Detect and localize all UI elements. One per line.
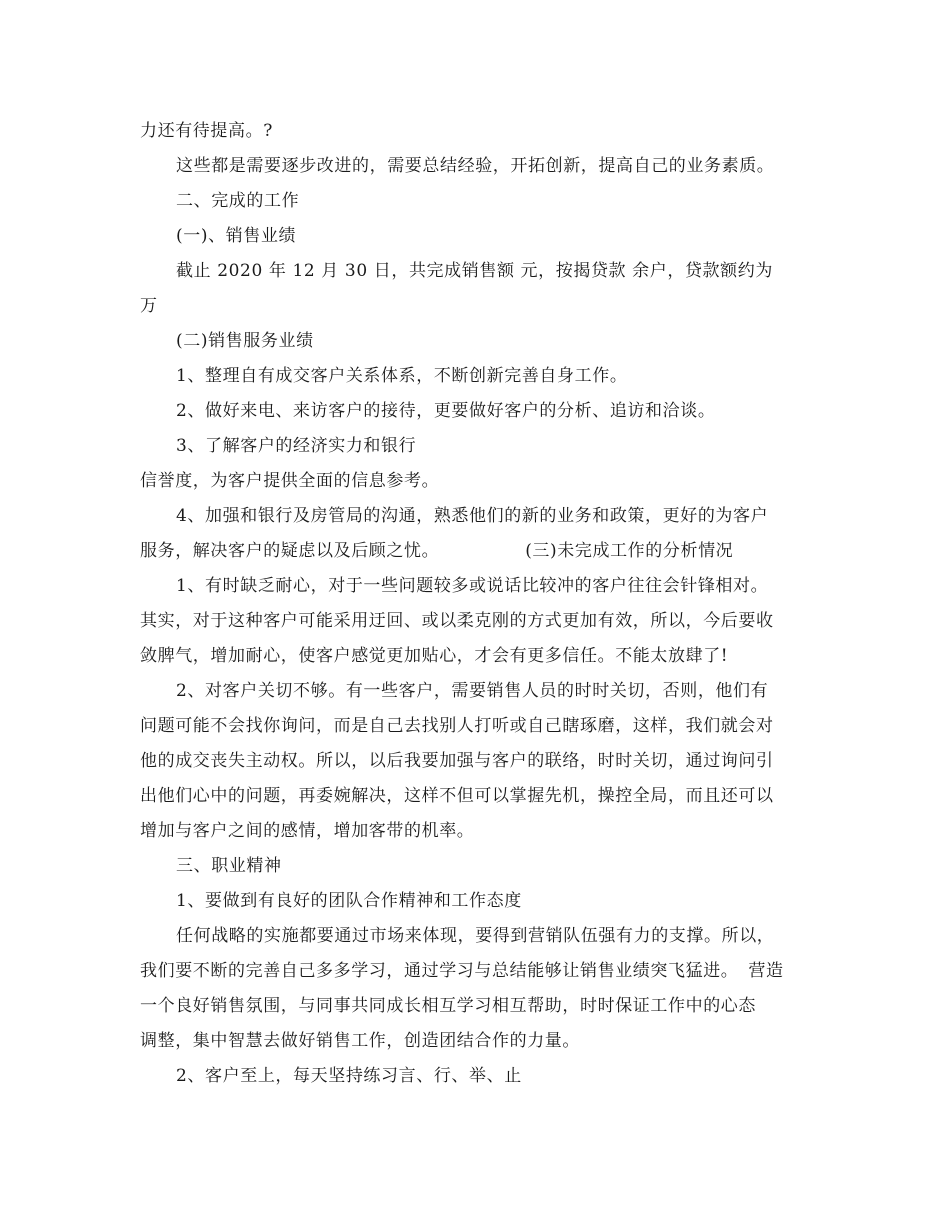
list-item: 4、加强和银行及房管局的沟通，熟悉他们的新的业务和政策，更好的为客户 — [176, 506, 769, 526]
subsection-heading: (一)、销售业绩 — [176, 226, 297, 246]
list-item: 3、了解客户的经济实力和银行 — [176, 436, 417, 456]
section-heading: 三、职业精神 — [176, 856, 282, 876]
text-line: 信誉度，为客户提供全面的信息参考。 — [140, 471, 440, 491]
list-item: 1、整理自有成交客户关系体系，不断创新完善自身工作。 — [176, 366, 628, 386]
list-item: 2、客户至上，每天坚持练习言、行、举、止 — [176, 1066, 522, 1086]
list-item: 1、有时缺乏耐心，对于一些问题较多或说话比较冲的客户往往会针锋相对。 — [176, 576, 769, 596]
text-line: 这些都是需要逐步改进的，需要总结经验，开拓创新，提高自己的业务素质。 — [176, 156, 775, 176]
list-item: 2、做好来电、来访客户的接待，更要做好客户的分析、追访和洽谈。 — [176, 401, 716, 421]
text-line: 敛脾气，增加耐心，使客户感觉更加贴心，才会有更多信任。不能太放肆了! — [140, 646, 729, 666]
text-line: 一个良好销售氛围，与同事共同成长相互学习相互帮助，时时保证工作中的心态 — [140, 996, 756, 1016]
text-line: 问题可能不会找你询问，而是自己去找别人打听或自己瞎琢磨，这样，我们就会对 — [140, 716, 774, 736]
text-line: 出他们心中的问题，再委婉解决，这样不但可以掌握先机，操控全局，而且还可以 — [140, 786, 774, 806]
text-line: 调整，集中智慧去做好销售工作，创造团结合作的力量。 — [140, 1031, 580, 1051]
text-segment: 我们要不断的完善自己多多学习，通过学习与总结能够让销售业绩突飞猛进。 — [140, 961, 739, 981]
text-line — [140, 534, 810, 569]
text-line: 他的成交丧失主动权。所以，以后我要加强与客户的联络，时时关切，通过询问引 — [140, 751, 774, 771]
text-segment: 服务，解决客户的疑虑以及后顾之忧。 — [140, 541, 440, 561]
text-line — [140, 954, 810, 989]
text-line: 增加与客户之间的感情，增加客带的机率。 — [140, 821, 475, 841]
text-line: 万 — [140, 296, 158, 316]
text-line: 任何战略的实施都要通过市场来体现，要得到营销队伍强有力的支撑。所以， — [176, 926, 775, 946]
subsection-heading: (二)销售服务业绩 — [176, 331, 314, 351]
list-item: 2、对客户关切不够。有一些客户，需要销售人员的时时关切，否则，他们有 — [176, 681, 769, 701]
text-line: 截止 2020 年 12 月 30 日，共完成销售额 元，按揭贷款 余户，贷款额约为 — [176, 261, 773, 281]
list-item: 1、要做到有良好的团队合作精神和工作态度 — [176, 891, 522, 911]
section-heading: 二、完成的工作 — [176, 191, 300, 211]
text-line: 力还有待提高。? — [140, 121, 273, 141]
text-line: 其实，对于这种客户可能采用迂回、或以柔克刚的方式更加有效，所以，今后要收 — [140, 611, 774, 631]
text-segment: 营造 — [748, 961, 784, 981]
subsection-heading: (三)未完成工作的分析情况 — [525, 541, 734, 561]
